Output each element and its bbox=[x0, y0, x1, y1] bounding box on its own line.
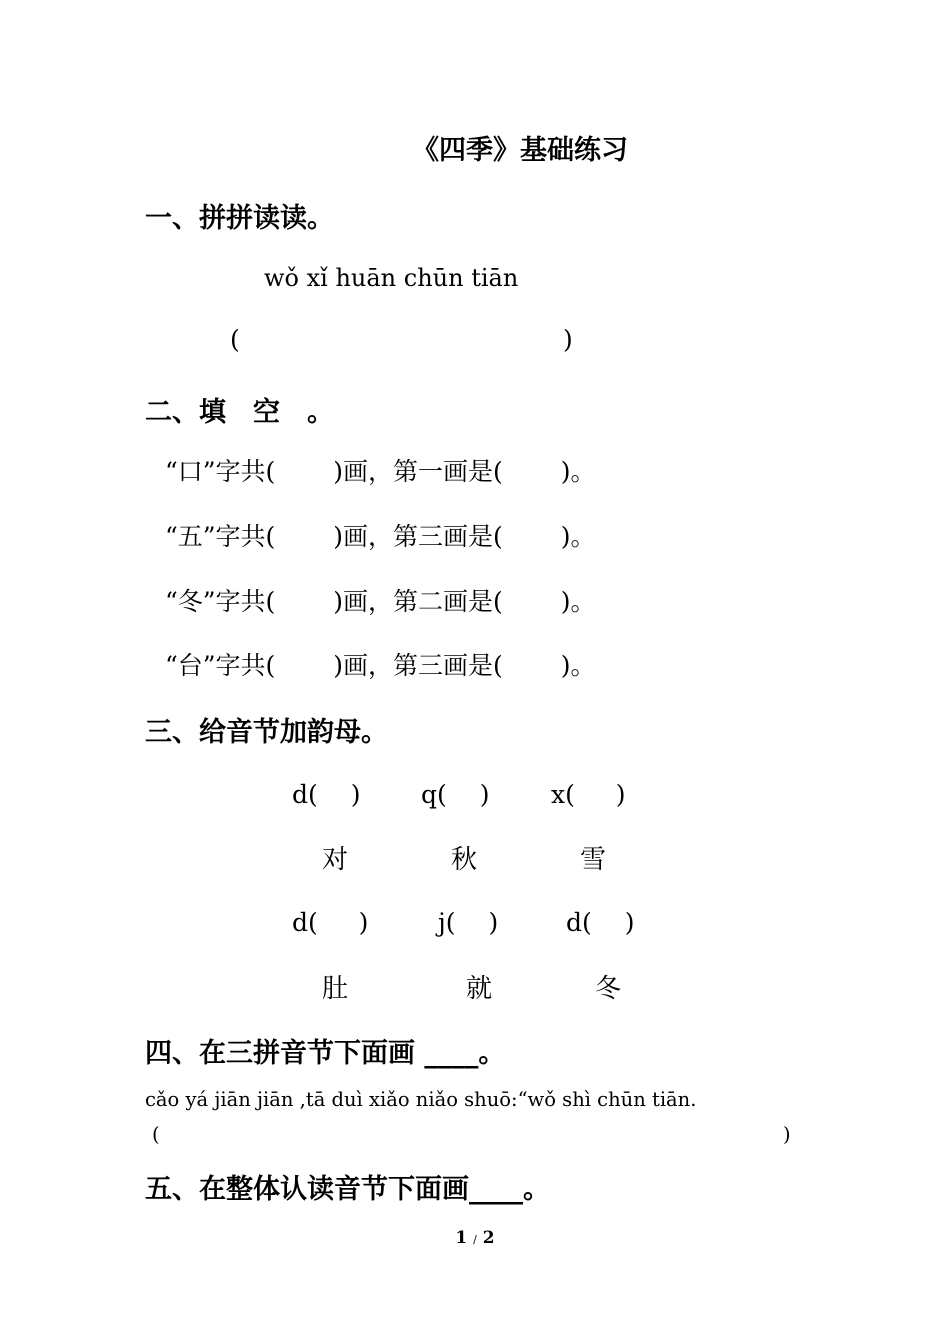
fill-line: “五”字共( )画，第三画是( )。 bbox=[165, 522, 596, 551]
pinyin-line: wǒ xǐ huān chūn tiān bbox=[264, 264, 519, 292]
syllable-blank: x( ) bbox=[551, 780, 626, 809]
answer-paren-open: ( bbox=[152, 1123, 160, 1146]
section-5-heading: 五、在整体认读音节下面画____。 bbox=[145, 1174, 550, 1205]
hanzi: 肚 bbox=[322, 974, 349, 1004]
section-2-heading: 二、填 空 。 bbox=[145, 397, 334, 428]
hanzi: 秋 bbox=[451, 845, 478, 875]
syllable-blank: d( ) bbox=[292, 780, 361, 809]
section-4-heading: 四、在三拼音节下面画 ____。 bbox=[145, 1038, 506, 1069]
syllable-blank: q( ) bbox=[421, 780, 490, 809]
answer-paren-close: ) bbox=[783, 1123, 791, 1146]
hanzi: 对 bbox=[322, 845, 349, 875]
syllable-blank: j( ) bbox=[438, 908, 499, 937]
hanzi: 就 bbox=[466, 974, 493, 1004]
hanzi: 雪 bbox=[580, 845, 607, 875]
page-number bbox=[0, 1228, 950, 1248]
answer-paren-close: ) bbox=[563, 325, 573, 354]
page-separator: / bbox=[473, 1233, 477, 1246]
section-1-heading: 一、拼拼读读。 bbox=[145, 203, 334, 234]
section-3-heading: 三、给音节加韵母。 bbox=[145, 717, 388, 748]
fill-line: “口”字共( )画，第一画是( )。 bbox=[165, 457, 596, 486]
hanzi: 冬 bbox=[595, 974, 622, 1004]
page-current: 1 bbox=[455, 1228, 468, 1248]
fill-line: “台”字共( )画，第三画是( )。 bbox=[165, 651, 596, 680]
syllable-blank: d( ) bbox=[292, 908, 369, 937]
fill-line: “冬”字共( )画，第二画是( )。 bbox=[165, 587, 596, 616]
page-title: 《四季》基础练习 bbox=[412, 135, 628, 166]
pinyin-sentence: cǎo yá jiān jiān ,tā duì xiǎo niǎo shuō:“wǒ shì chūn tiān. bbox=[145, 1088, 697, 1111]
answer-paren-open: ( bbox=[230, 325, 240, 354]
page-total: 2 bbox=[482, 1228, 495, 1248]
syllable-blank: d( ) bbox=[566, 908, 635, 937]
